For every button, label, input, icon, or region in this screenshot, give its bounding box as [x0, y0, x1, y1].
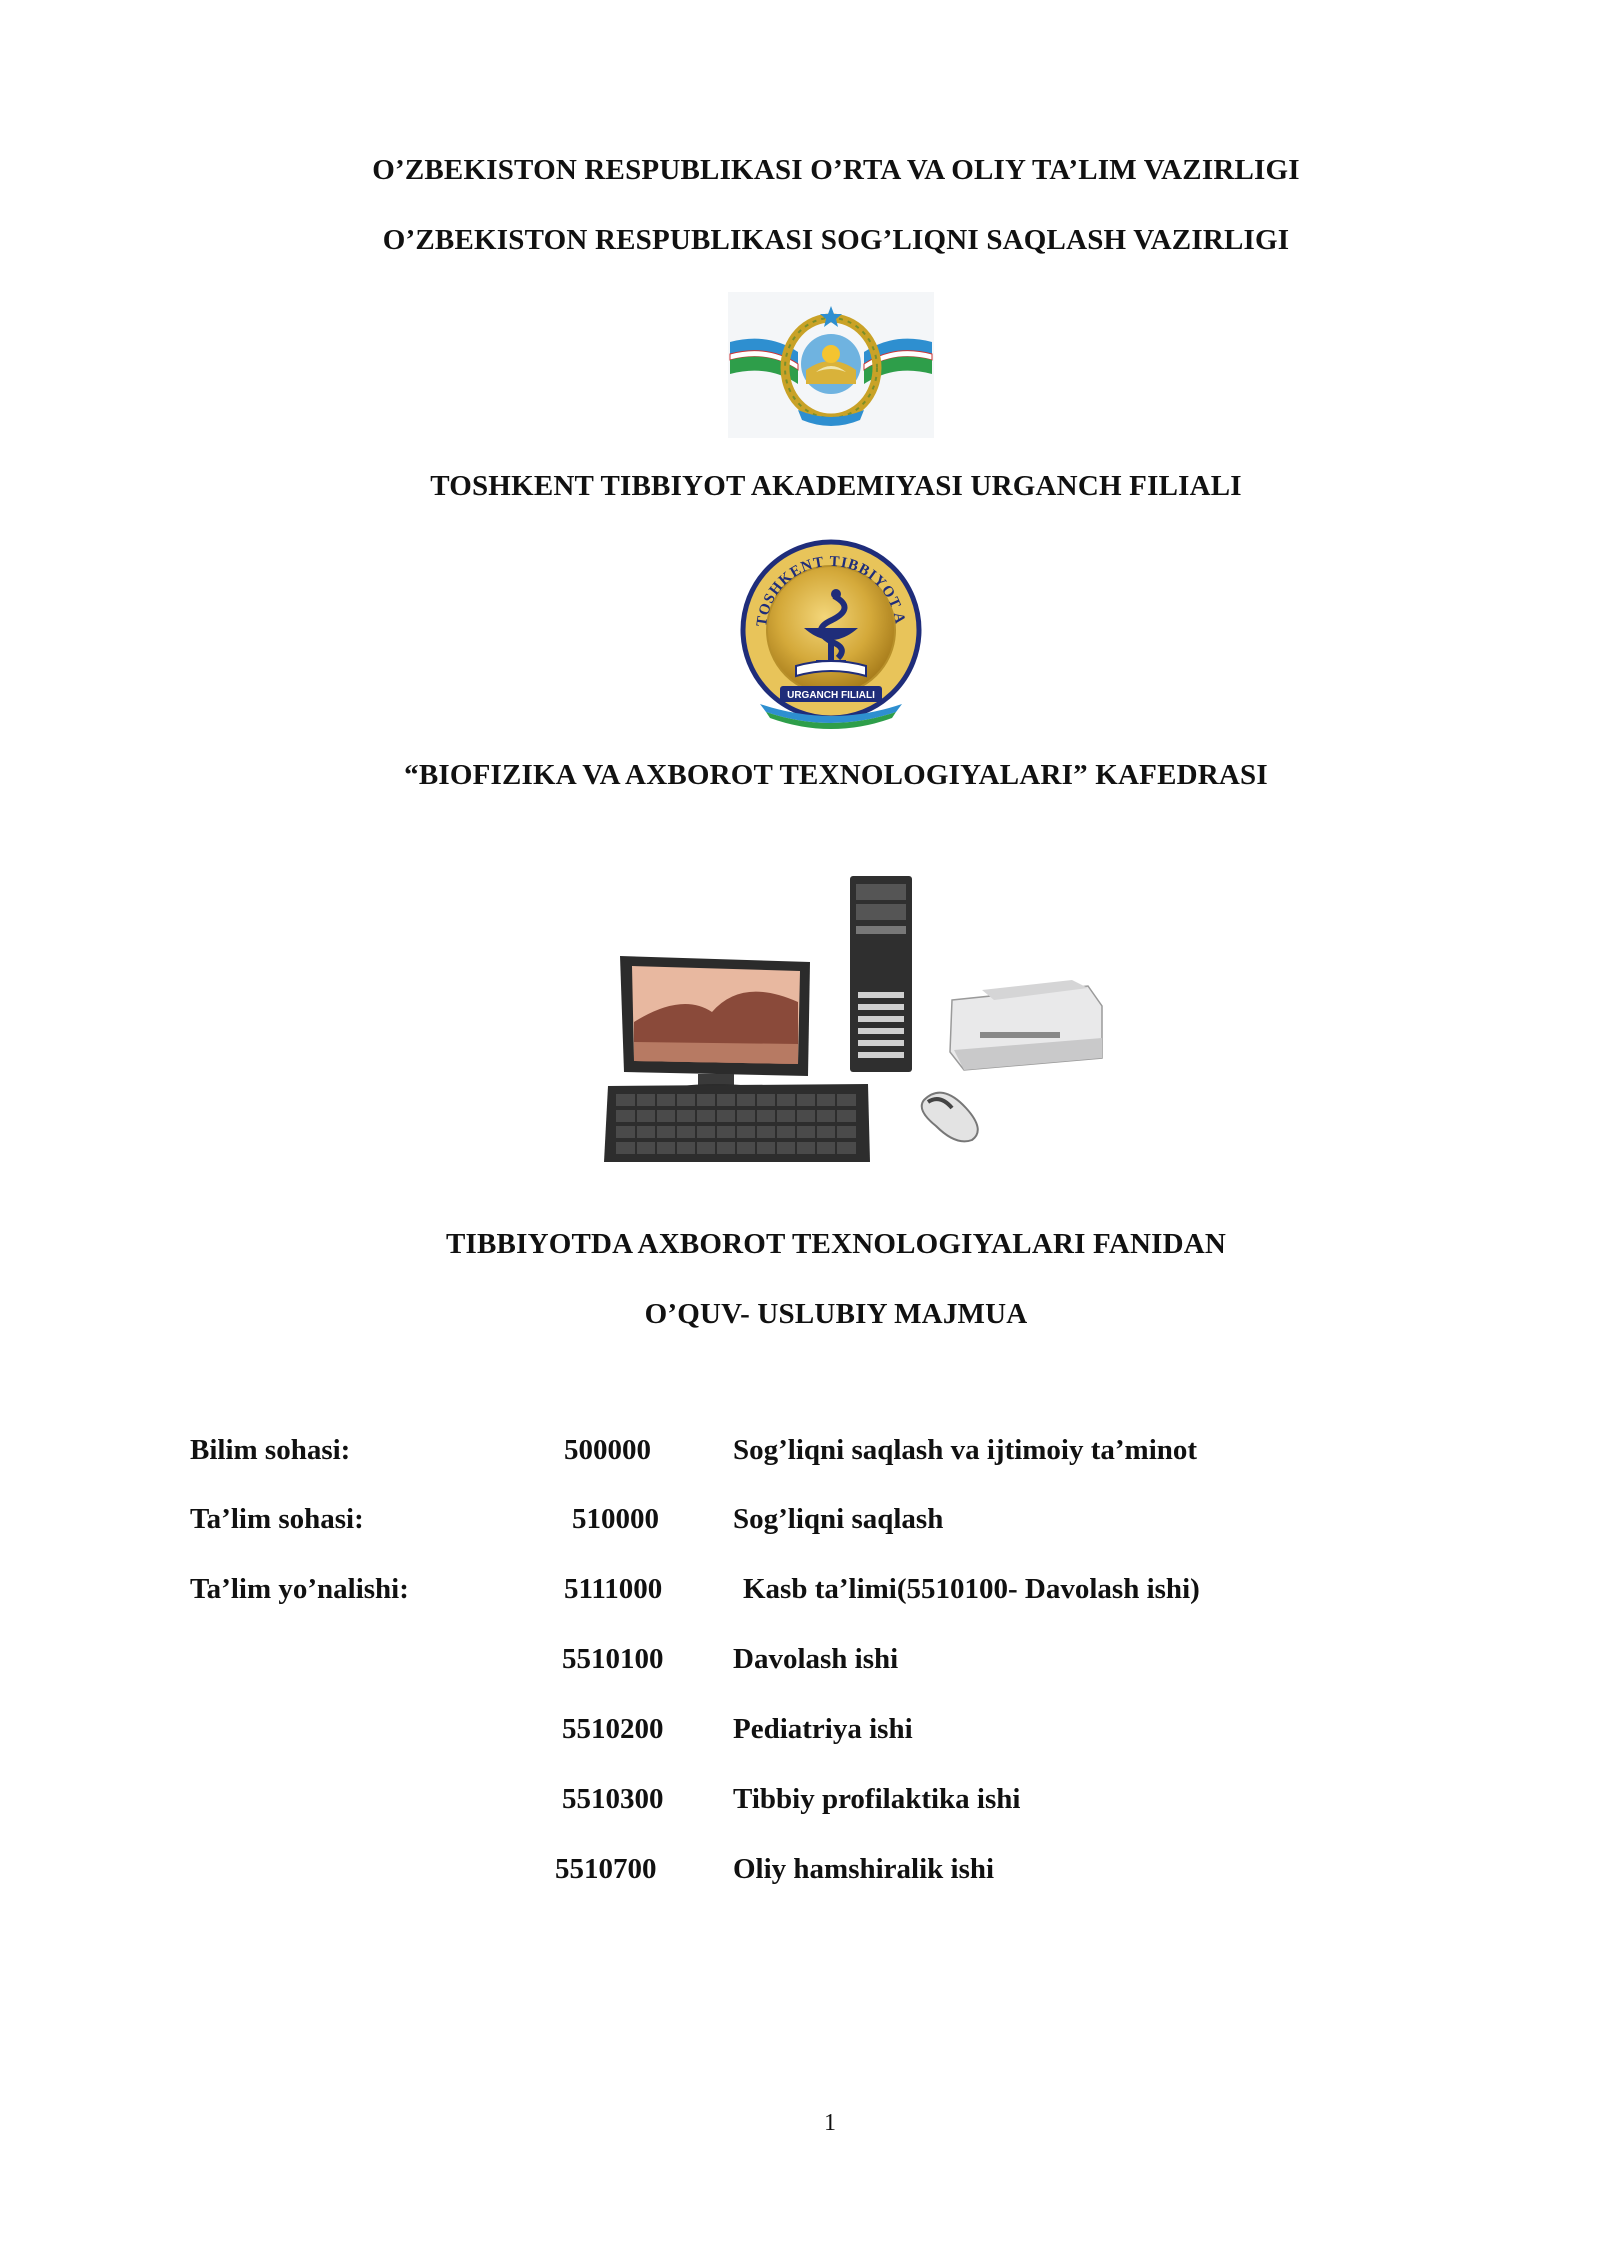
- mouse-icon: [922, 1093, 978, 1142]
- row-desc: Kasb ta’limi(5510100- Davolash ishi): [743, 1573, 1200, 1605]
- state-emblem: [728, 292, 934, 438]
- department-title: “BIOFIZIKA VA AXBOROT TEXNOLOGIYALARI” KAFEDRASI: [404, 759, 1268, 791]
- subject-title-1: TIBBIYOTDA AXBOROT TEXNOLOGIYALARI FANIDAN: [445, 1228, 1227, 1260]
- row-label: Ta’lim sohasi:: [190, 1503, 364, 1535]
- row-desc: Sog’liqni saqlash va ijtimoiy ta’minot: [733, 1434, 1198, 1466]
- row-desc: Pediatriya ishi: [733, 1713, 913, 1745]
- row-code: 5111000: [564, 1573, 663, 1605]
- row-code: 5510300: [562, 1783, 664, 1815]
- seal-text-top: TOSHKENT TIBBIYOT A: [754, 553, 908, 628]
- academy-seal: [736, 536, 926, 732]
- computer-illustration: [602, 872, 1110, 1162]
- institution-title: TOSHKENT TIBBIYOT AKADEMIYASI URGANCH FILIALI: [430, 470, 1242, 502]
- subject-title-2: O’QUV- USLUBIY MAJMUA: [644, 1298, 1028, 1330]
- row-code: 500000: [564, 1434, 651, 1466]
- row-desc: Oliy hamshiralik ishi: [733, 1853, 995, 1885]
- printer-icon: [950, 980, 1102, 1070]
- row-desc: Sog’liqni saqlash: [733, 1503, 944, 1535]
- row-desc: Tibbiy profilaktika ishi: [733, 1783, 1021, 1815]
- keyboard-icon: [604, 1084, 870, 1162]
- row-code: 5510700: [555, 1853, 657, 1885]
- row-code: 510000: [572, 1503, 659, 1535]
- row-label: Ta’lim yo’nalishi:: [190, 1573, 409, 1605]
- seal-text-bottom: URGANCH FILIALI: [787, 690, 875, 701]
- row-code: 5510100: [562, 1643, 664, 1675]
- ministry-title-1: O’ZBEKISTON RESPUBLIKASI O’RTA VA OLIY TA’LIM VAZIRLIGI: [372, 154, 1300, 186]
- page-number: 1: [824, 2110, 836, 2136]
- computer-tower-icon: [850, 876, 912, 1072]
- row-desc: Davolash ishi: [733, 1643, 899, 1675]
- row-label: Bilim sohasi:: [190, 1434, 351, 1466]
- row-code: 5510200: [562, 1713, 664, 1745]
- ministry-title-2: O’ZBEKISTON RESPUBLIKASI SOG’LIQNI SAQLASH VAZIRLIGI: [382, 224, 1290, 256]
- monitor-icon: [620, 956, 810, 1096]
